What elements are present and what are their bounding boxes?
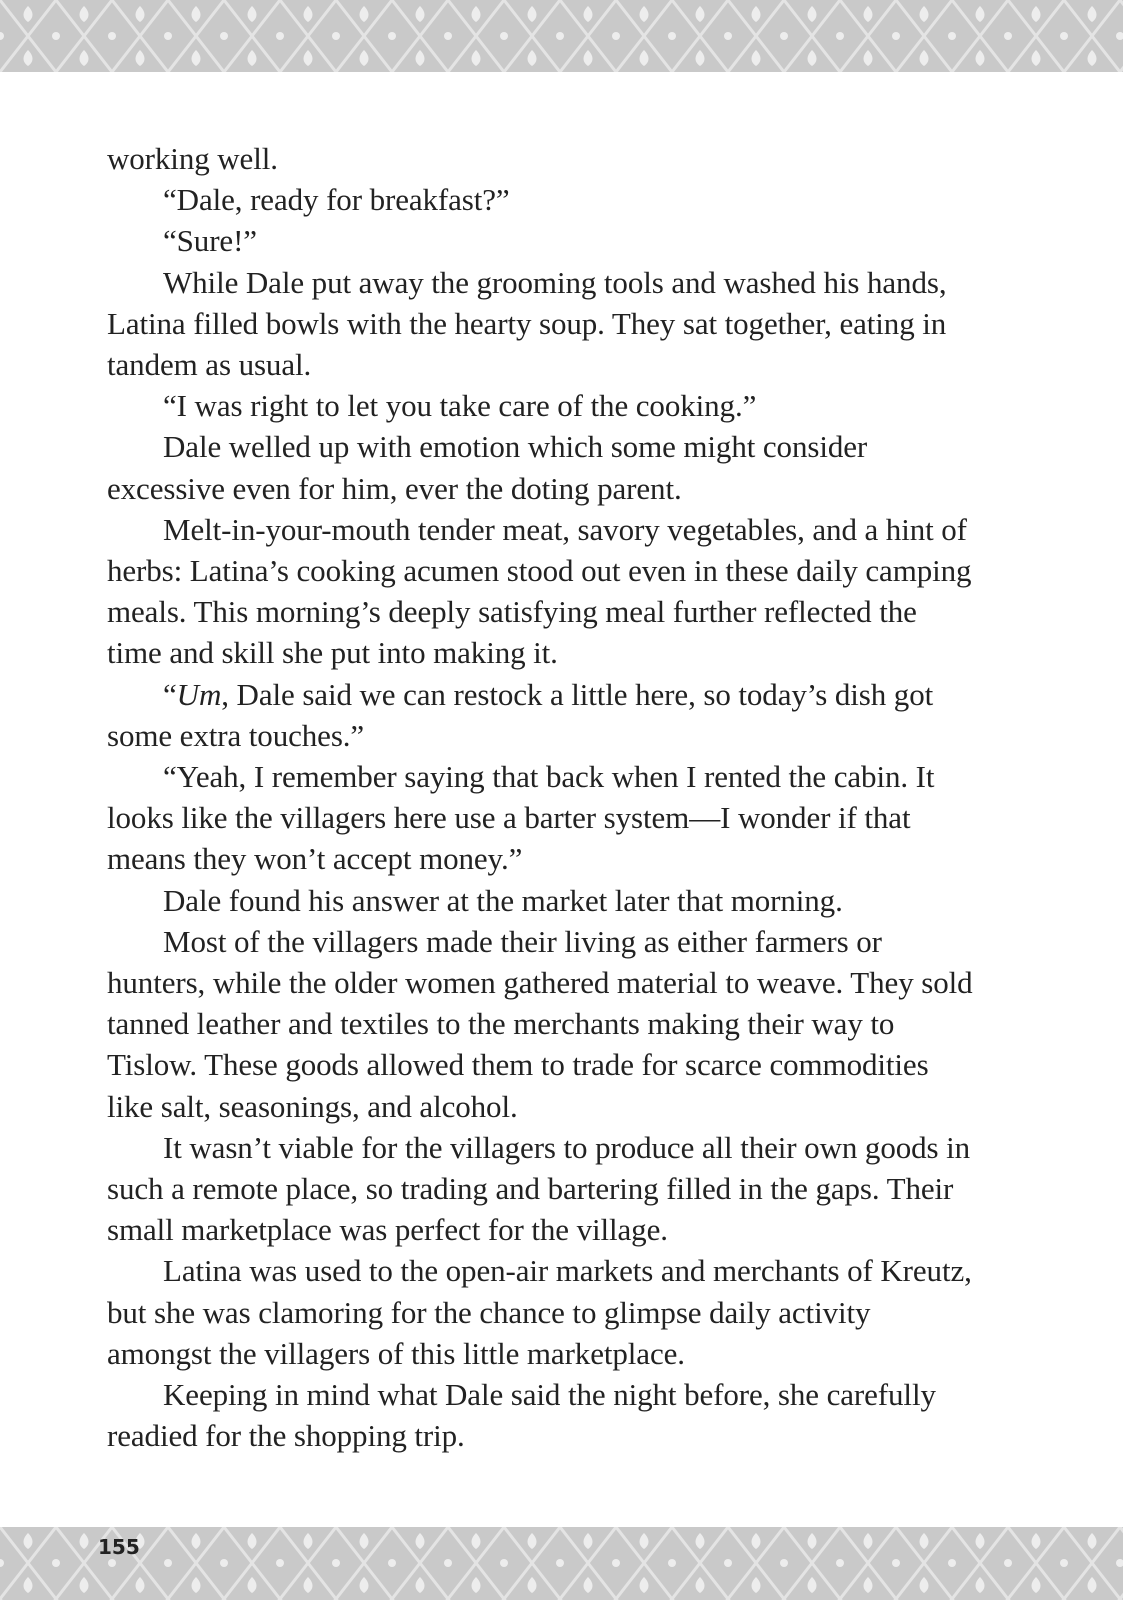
paragraph: While Dale put away the grooming tools and washed his hands, Latina filled bowls with the hearty soup. They sat together, eating in tandem as usual.: [107, 264, 947, 383]
paragraph: Dale found his answer at the market later that morning.: [163, 882, 843, 918]
top-band-pattern: [0, 0, 1123, 72]
paragraph: “Sure!”: [163, 223, 257, 259]
paragraph: Keeping in mind what Dale said the night before, she carefully readied for the shopping trip.: [107, 1377, 936, 1454]
bottom-band-pattern: [0, 1527, 1123, 1600]
italic-word: Um: [176, 676, 222, 712]
paragraph-text: , Dale said we can restock a little here, so today’s dish got some extra touches.”: [107, 676, 934, 753]
body-text: [107, 138, 977, 1457]
paragraph: working well.: [107, 141, 278, 176]
paragraph: Dale welled up with emotion which some might consider excessive even for him, ever the doting parent.: [107, 429, 868, 506]
paragraph-with-italic: [107, 674, 977, 756]
top-decorative-band: [0, 0, 1123, 72]
paragraph: “Yeah, I remember saying that back when I rented the cabin. It looks like the villagers here use a barter system—I wonder if that means they won’t accept money.”: [107, 759, 935, 877]
paragraph: Melt-in-your-mouth tender meat, savory vegetables, and a hint of herbs: Latina’s cooking acumen stood out even in these daily camping meals. This morning’s deeply satisfying meal further reflected the time and skill she put into making it.: [107, 511, 972, 671]
bottom-decorative-band: [0, 1527, 1123, 1600]
paragraph: “I was right to let you take care of the cooking.”: [163, 388, 757, 424]
page-number: 155: [98, 1535, 140, 1559]
paragraph: Latina was used to the open-air markets and merchants of Kreutz, but she was clamoring for the chance to glimpse daily activity amongst the villagers of this little marketplace.: [107, 1253, 972, 1371]
paragraph: “Dale, ready for breakfast?”: [163, 182, 510, 218]
open-quote: “: [163, 676, 177, 712]
paragraph: It wasn’t viable for the villagers to produce all their own goods in such a remote place, so trading and bartering filled in the gaps. Their small marketplace was perfect for the village.: [107, 1129, 971, 1248]
paragraph: Most of the villagers made their living as either farmers or hunters, while the older women gathered material to weave. They sold tanned leather and textiles to the merchants making their way to Tislow. These goods allowed them to trade for scarce commodities like salt, seasonings, and alcohol.: [107, 923, 973, 1124]
